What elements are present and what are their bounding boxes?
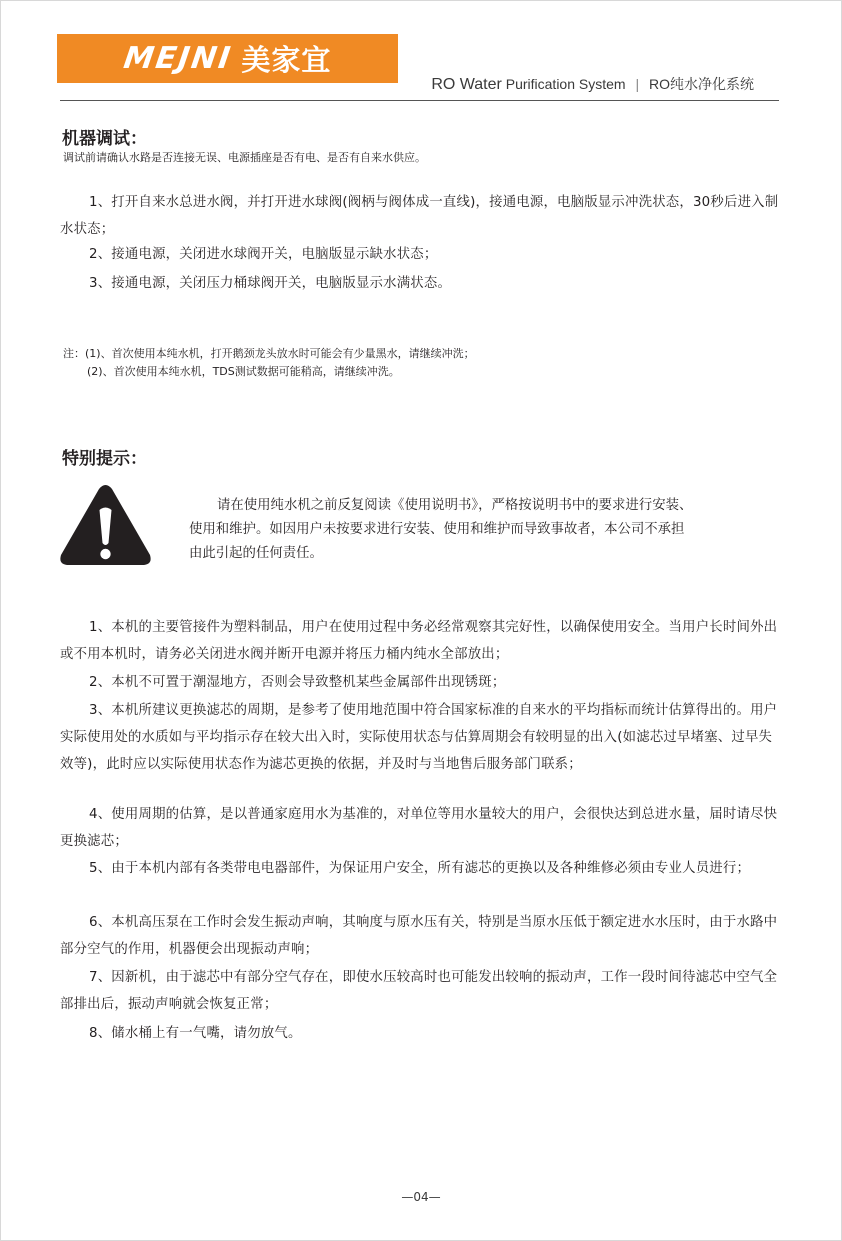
logo-text-en: MEJNI	[121, 41, 234, 76]
subtitle-cn: RO纯水净化系统	[649, 76, 754, 92]
debug-intro: 调试前请确认水路是否连接无误、电源插座是否有电、是否有自来水供应。	[63, 151, 426, 164]
debug-step-1: 1、打开自来水总进水阀，并打开进水球阀(阀柄与阀体成一直线)，接通电源，电脑版显示冲洗状态，30秒后进入制水状态；	[60, 195, 779, 237]
header-subtitle	[431, 74, 754, 94]
special-item-5: 5、由于本机内部有各类带电电器部件，为保证用户安全，所有滤芯的更换以及各种维修必须由专业人员进行；	[89, 861, 751, 876]
special-item-6: 6、本机高压泵在工作时会发生振动声响，其响度与原水压有关，特别是当原水压低于额定进水水压时，由于水路中部分空气的作用，机器便会出现振动声响；	[60, 915, 778, 957]
special-item-4: 4、使用周期的估算，是以普通家庭用水为基准的，对单位等用水量较大的用户，会很快达到总进水量，届时请尽快更换滤芯；	[60, 807, 778, 849]
warning-triangle-icon	[59, 483, 152, 567]
special-section-title: 特别提示：	[62, 449, 147, 469]
header-divider	[60, 100, 779, 101]
logo-text-cn: 美家宜	[241, 43, 332, 77]
page-number: —04—	[401, 1190, 441, 1204]
subtitle-en-small: Purification System	[505, 76, 626, 92]
debug-step-2: 2、接通电源，关闭进水球阀开关，电脑版显示缺水状态；	[89, 247, 438, 262]
special-item-7: 7、因新机，由于滤芯中有部分空气存在，即使水压较高时也可能发出较响的振动声，工作一段时间待滤芯中空气全部排出后，振动声响就会恢复正常；	[60, 970, 778, 1012]
subtitle-en-big: RO Water	[431, 76, 502, 93]
special-item-1: 1、本机的主要管接件为塑料制品，用户在使用过程中务必经常观察其完好性，以确保使用安全。当用户长时间外出或不用本机时，请务必关闭进水阀并断开电源并将压力桶内纯水全部放出；	[60, 620, 778, 662]
subtitle-separator: |	[635, 76, 640, 92]
brand-logo	[57, 34, 398, 83]
special-item-3: 3、本机所建议更换滤芯的周期，是参考了使用地范围中符合国家标准的自来水的平均指标而统计估算得出的。用户实际使用处的水质如与平均指示存在较大出入时，实际使用状态与估算周期会有较明显的出入(如滤芯过早堵塞、过早失效等)，此时应以实际使用状态作为滤芯更换的依据，并及时与当地售后服务部门联系；	[60, 703, 778, 772]
special-item-2: 2、本机不可置于潮湿地方，否则会导致整机某些金属部件出现锈斑；	[89, 675, 506, 690]
warning-text: 请在使用纯水机之前反复阅读《使用说明书》，严格按说明书中的要求进行安装、使用和维护。如因用户未按要求进行安装、使用和维护而导致事故者，本公司不承担由此引起的任何责任。	[189, 498, 693, 561]
debug-section-title: 机器调试：	[62, 129, 147, 149]
debug-note-2: (2)、首次使用本纯水机，TDS测试数据可能稍高，请继续冲洗。	[87, 365, 400, 378]
special-item-8: 8、储水桶上有一气嘴，请勿放气。	[89, 1026, 302, 1041]
debug-note-1: 注：(1)、首次使用本纯水机，打开鹅颈龙头放水时可能会有少量黑水，请继续冲洗；	[63, 347, 475, 360]
debug-step-3: 3、接通电源，关闭压力桶球阀开关，电脑版显示水满状态。	[89, 276, 452, 291]
